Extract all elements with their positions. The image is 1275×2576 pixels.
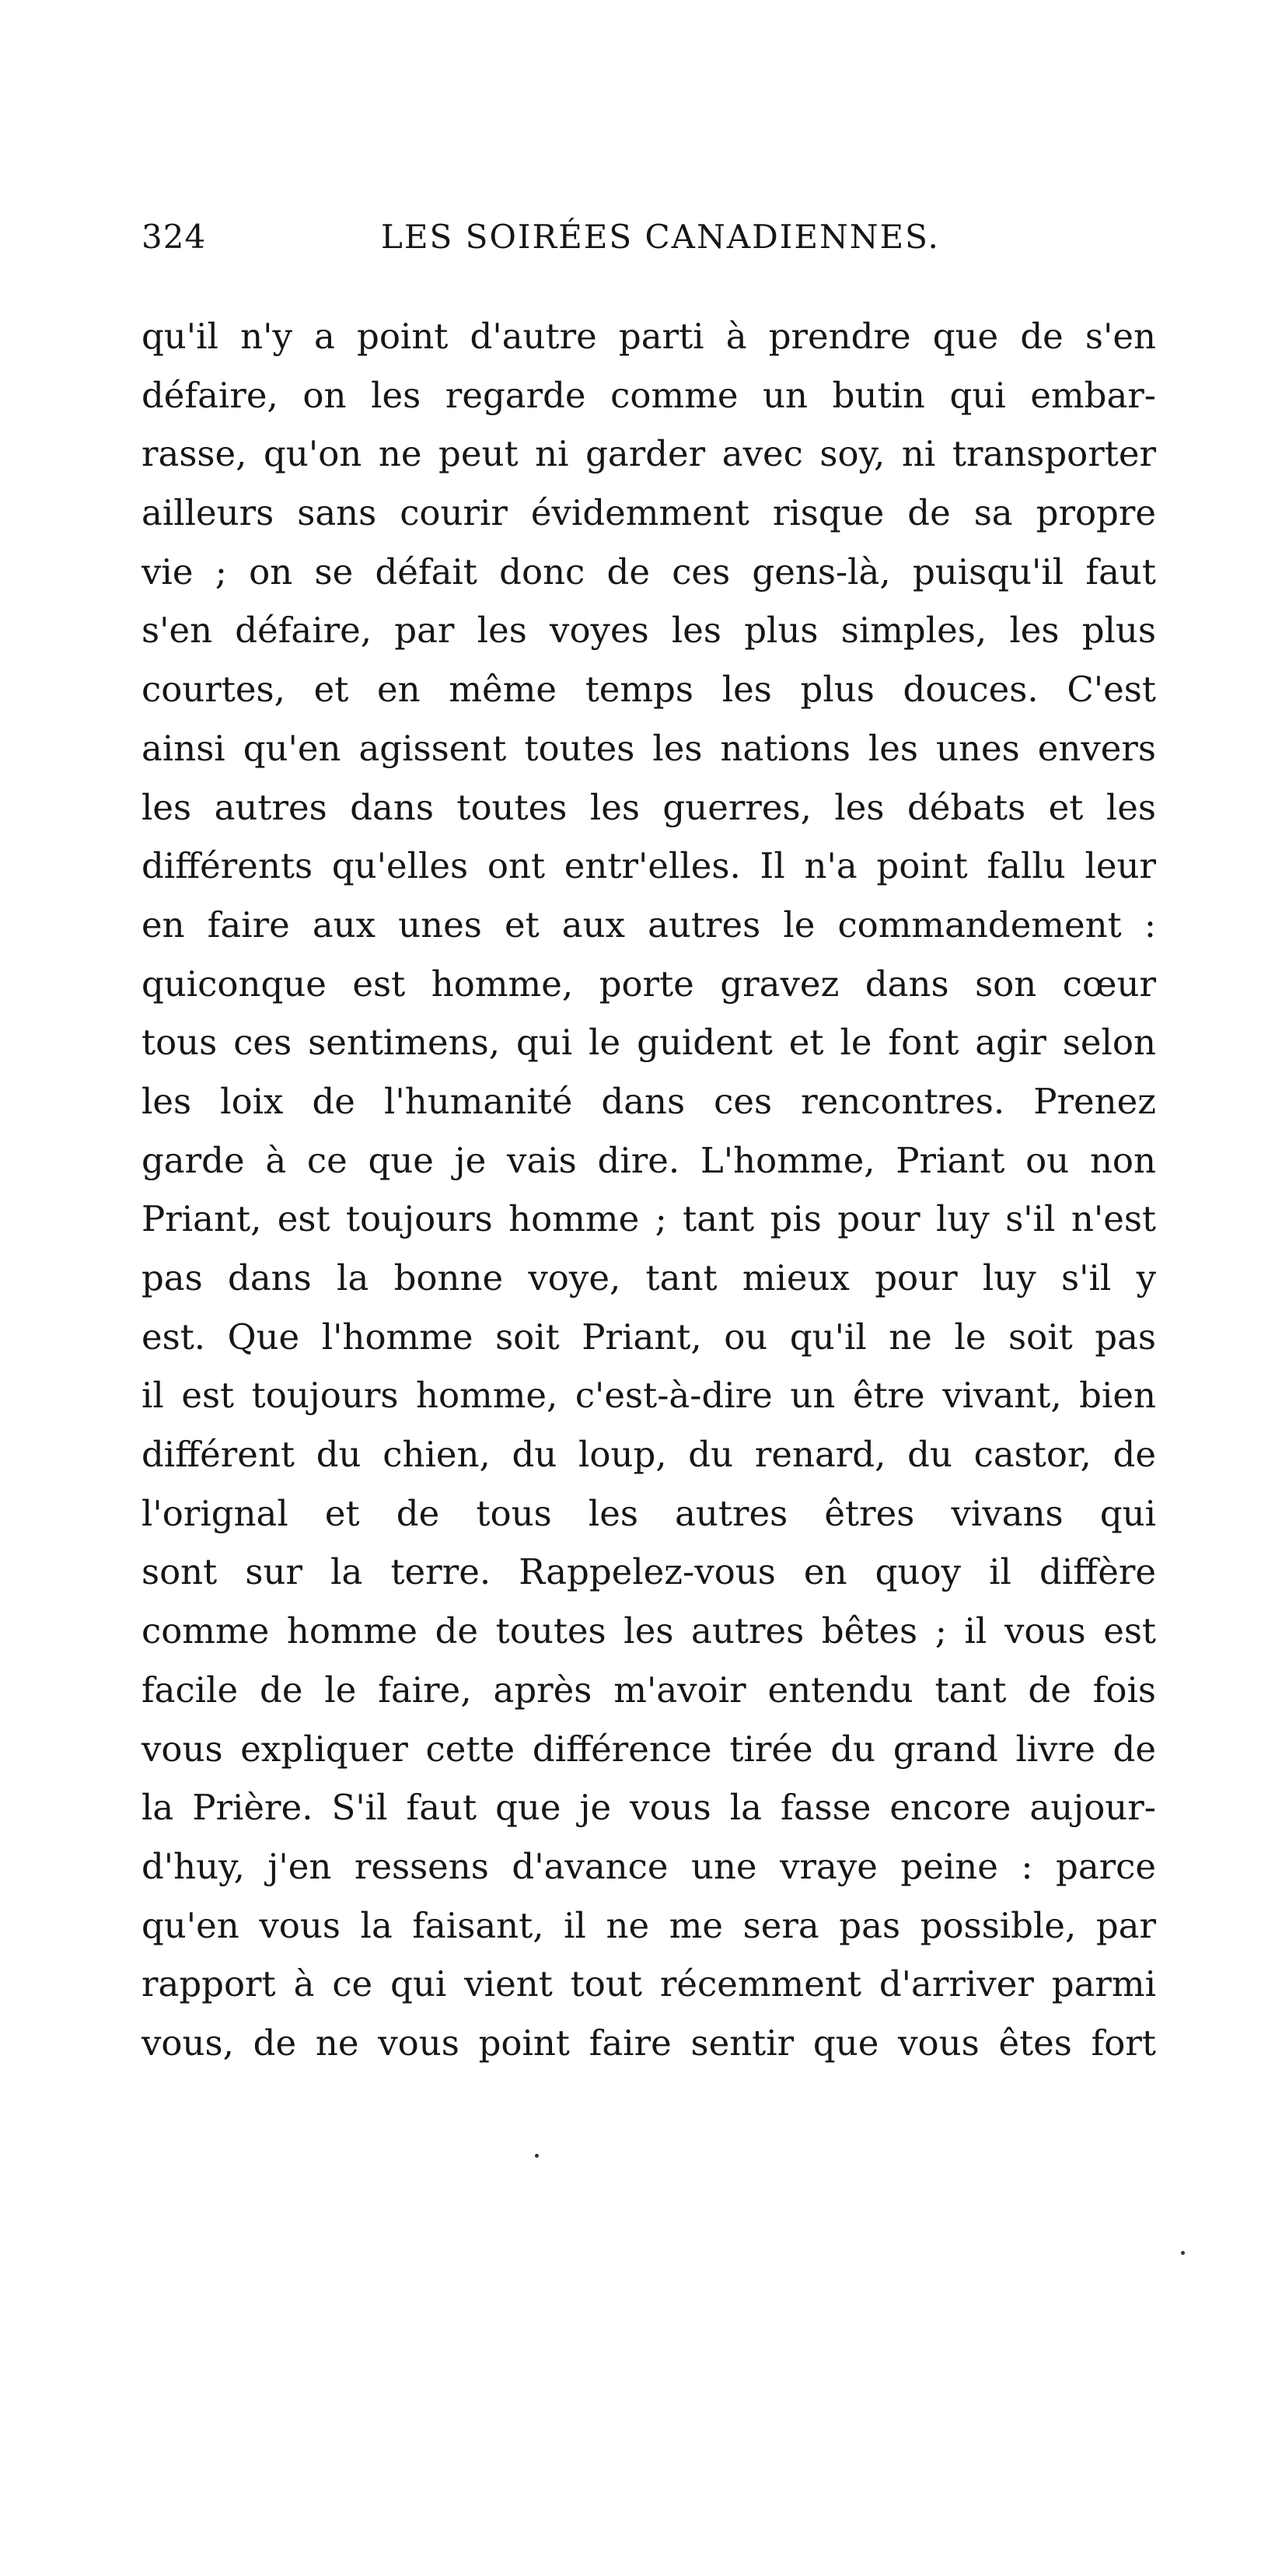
text-line: facile de le faire, après m'avoir entendu tant de fois (141, 1669, 1156, 1711)
text-line: d'huy, j'en ressens d'avance une vraye peine : parce (141, 1845, 1156, 1887)
text-line: il est toujours homme, c'est-à-dire un être vivant, bien (141, 1375, 1156, 1417)
text-line: différents qu'elles ont entr'elles. Il n'a point fallu leur (141, 845, 1156, 887)
running-head (141, 218, 1152, 264)
text-line: tous ces sentimens, qui le guident et le font agir selon (141, 1022, 1156, 1064)
text-line: Priant, est toujours homme ; tant pis pour luy s'il n'est (141, 1198, 1156, 1240)
text-line: la Prière. S'il faut que je vous la fasse encore aujour- (141, 1787, 1156, 1829)
text-line: quiconque est homme, porte gravez dans son cœur (141, 963, 1156, 1005)
text-line: vous expliquer cette différence tirée du grand livre de (141, 1728, 1156, 1770)
running-title: LES SOIRÉES CANADIENNES. (381, 218, 940, 256)
ink-speck (1181, 2251, 1185, 2255)
text-line: l'orignal et de tous les autres êtres vivans qui (141, 1492, 1156, 1534)
text-line: rapport à ce qui vient tout récemment d'arriver parmi (141, 1963, 1156, 2005)
text-line: qu'il n'y a point d'autre parti à prendre que de s'en (141, 316, 1156, 357)
text-line: les autres dans toutes les guerres, les débats et les (141, 786, 1156, 828)
ink-speck (535, 2154, 539, 2158)
text-line: rasse, qu'on ne peut ni garder avec soy, ni transporter (141, 433, 1156, 475)
text-line: ailleurs sans courir évidemment risque de sa propre (141, 492, 1156, 534)
body-text (141, 307, 1156, 2073)
text-line: comme homme de toutes les autres bêtes ; il vous est (141, 1610, 1156, 1652)
text-line: qu'en vous la faisant, il ne me sera pas possible, par (141, 1904, 1156, 1946)
text-line: défaire, on les regarde comme un butin qui embar- (141, 374, 1156, 416)
text-line: en faire aux unes et aux autres le commandement : (141, 904, 1156, 945)
text-line: pas dans la bonne voye, tant mieux pour luy s'il y (141, 1257, 1156, 1298)
text-line: différent du chien, du loup, du renard, du castor, de (141, 1434, 1156, 1476)
text-line: s'en défaire, par les voyes les plus simples, les plus (141, 610, 1156, 652)
text-line: courtes, et en même temps les plus douces. C'est (141, 669, 1156, 711)
text-line: est. Que l'homme soit Priant, ou qu'il ne le soit pas (141, 1316, 1156, 1358)
text-line: sont sur la terre. Rappelez-vous en quoy il diffère (141, 1551, 1156, 1593)
text-line: vous, de ne vous point faire sentir que vous êtes fort (141, 2022, 1156, 2064)
text-line: garde à ce que je vais dire. L'homme, Priant ou non (141, 1139, 1156, 1181)
text-line: les loix de l'humanité dans ces rencontres. Prenez (141, 1080, 1156, 1122)
text-line: vie ; on se défait donc de ces gens-là, puisqu'il faut (141, 551, 1156, 592)
text-line: ainsi qu'en agissent toutes les nations les unes envers (141, 727, 1156, 769)
page-number: 324 (141, 218, 207, 256)
